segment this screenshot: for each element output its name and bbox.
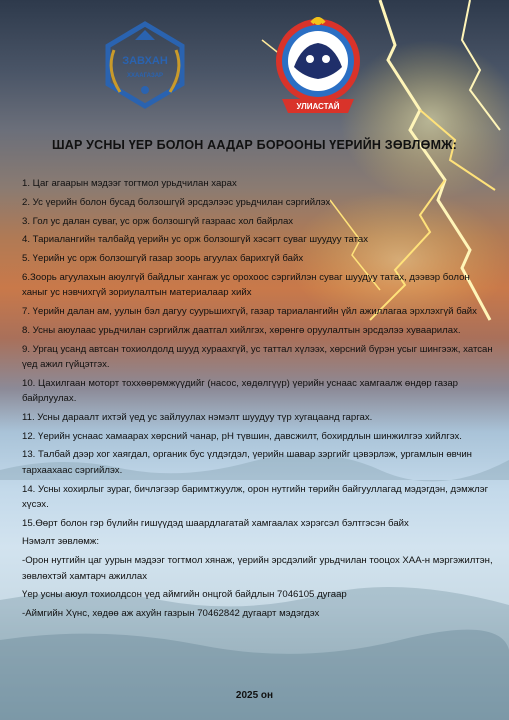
- list-item: 7. Үерийн далан ам, уулын бэл дагуу суурьшихгүй, газар тариалангийн үйл ажиллагаа эрхлэхгүй байх: [22, 306, 477, 318]
- logo-left-text-top: ЗАВХАН: [122, 55, 168, 67]
- list-item: 6.Зоорь агуулахын аюулгүй байдлыг хангаж ус орохоос сэргийлэн суваг шуудуу татах, дээвэр болон ханыг ус нэвчихгүй зориулалтын материалаар хийх: [22, 271, 470, 299]
- list-item: 10. Цахилгаан моторт тоххөөрөмжүүдийг (насос, хөдөлгүүр) үерийн уснаас хамгаалж өндөр газар байрлуулах.: [22, 377, 459, 405]
- list-item: 4. Тариалангийн талбайд үерийн ус орж болзошгүй хэсэгт суваг шуудуу татах: [22, 234, 369, 246]
- logo-right-ribbon-text: УЛИАСТАЙ: [296, 102, 340, 111]
- recommendation-list: [22, 176, 497, 625]
- list-item: 15.Өөрт болон гэр бүлийн гишүүдэд шаардлагатай хамгаалах хэрэгсэл бэлтгэсэн байх: [22, 517, 409, 529]
- list-item: 11. Усны дараалт ихтэй үед ус зайлуулах нэмэлт шуудуу түр хугацаанд гаргах.: [22, 411, 373, 423]
- list-item: 12. Үерийн уснаас хамаарах хөрсний чанар, pH түвшин, давсжилт, бохирдлын шинжилгээ хийлгэх.: [22, 430, 462, 442]
- list-item: 2. Ус үерийн болон бусад болзошгүй эрсдэлээс урьдчилан сэргийлэх: [22, 196, 331, 208]
- header-logos: [0, 10, 509, 120]
- list-item: 8. Усны аюулаас урьдчилан сэргийлж даатгал хийлгэх, хөрөнгө оруулалтын эрсдэлээ хуваарилах.: [22, 324, 461, 336]
- logo-left-text-bottom: ХХААГАЗАР: [126, 73, 164, 79]
- zavkhan-agency-logo: [100, 20, 190, 110]
- list-item: 14. Усны хохирлыг зураг, бичлэгээр баримтжуулж, орон нутгийн төрийн байгууллагад мэдэгдэн, дэмжлэг хүсэх.: [22, 483, 489, 510]
- footer-year: 2025 он: [235, 690, 274, 701]
- page-title: ШАР УСНЫ ҮЕР БОЛОН ААДАР БОРООНЫ ҮЕРИЙН ЗӨВЛӨМЖ:: [51, 138, 458, 152]
- list-item: 9. Ургац усанд автсан тохиолдолд шууд хураахгүй, ус таттал хүлээх, хөрсний бүрэн усыг шингээж, хатсан үед ажил гүйцэтгэх.: [22, 343, 493, 370]
- uliastai-emblem-logo: [272, 15, 364, 119]
- list-item: -Орон нутгийн цаг уурын мэдээг тогтмол хянаж, үерийн эрсдэлийг урьдчилан тооцох ХАА-н мэргэжилтэн, зөвлөхтэй хамтарч ажиллах: [22, 555, 493, 582]
- list-item: -Аймгийн Хүнс, хөдөө аж ахуйн газрын 70462842 дугаарт мэдэгдэх: [22, 608, 320, 620]
- list-item: 1. Цаг агаарын мэдээг тогтмол урьдчилан харах: [22, 178, 237, 189]
- list-item: Үер усны аюул тохиолдсон үед аймгийн онцгой байдлын 7046105 дугаар: [22, 589, 347, 601]
- list-item: 3. Гол ус далан суваг, ус орж болзошгүй газраас хол байрлах: [22, 215, 294, 227]
- additional-advice-heading: Нэмэлт зөвлөмж:: [22, 536, 99, 548]
- list-item: 5. Үерийн ус орж болзошгүй газар зоорь агуулах барихгүй байх: [22, 253, 304, 265]
- list-item: 13. Талбай дээр хог хаягдал, органик бус үлдэгдэл, үерийн шавар зэргийг цэвэрлэж, ургамлын өвчин тархаахаас сэргийлэх.: [22, 449, 472, 476]
